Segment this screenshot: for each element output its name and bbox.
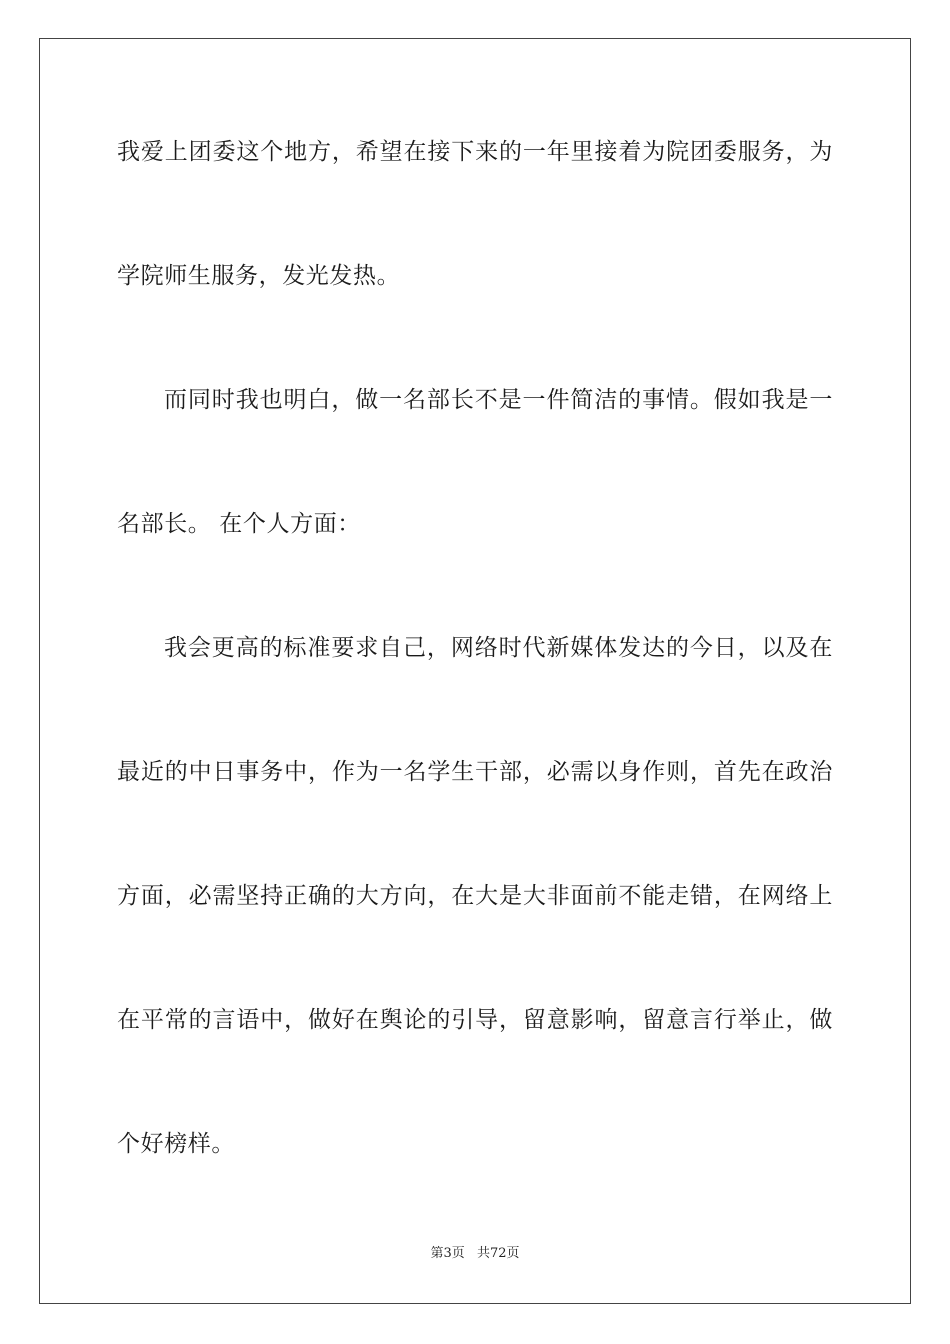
page-number: 第3页 <box>430 1246 465 1261</box>
body-line-7: 方面，必需坚持正确的大方向，在大是大非面前不能走错，在网络上 <box>117 883 833 909</box>
body-line-1: 我爱上团委这个地方，希望在接下来的一年里接着为院团委服务，为 <box>117 139 833 165</box>
body-line-4: 名部长。 在个人方面： <box>117 511 361 537</box>
page-footer <box>0 1245 950 1263</box>
body-line-3: 而同时我也明白，做一名部长不是一件简洁的事情。假如我是一 <box>164 387 833 413</box>
total-pages: 共72页 <box>476 1246 520 1261</box>
page-border <box>39 38 911 1304</box>
body-line-9: 个好榜样。 <box>117 1131 235 1157</box>
body-line-6: 最近的中日事务中，作为一名学生干部，必需以身作则，首先在政治 <box>117 759 833 785</box>
body-line-2: 学院师生服务，发光发热。 <box>117 263 401 289</box>
body-line-5: 我会更高的标准要求自己，网络时代新媒体发达的今日，以及在 <box>164 635 833 661</box>
body-line-8: 在平常的言语中，做好在舆论的引导，留意影响，留意言行举止，做 <box>117 1007 833 1033</box>
